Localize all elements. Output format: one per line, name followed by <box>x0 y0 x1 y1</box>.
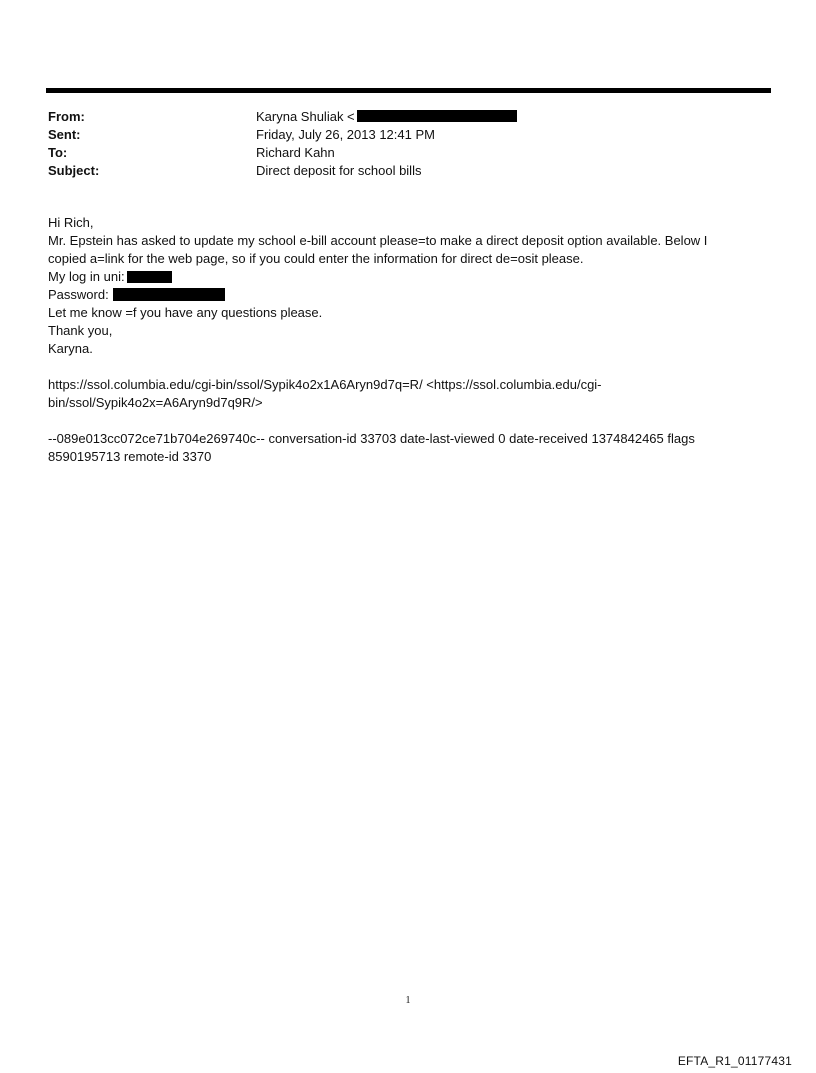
from-row <box>48 108 748 126</box>
redacted-email <box>357 110 517 122</box>
meta-line-1: --089e013cc072ce71b704e269740c-- conversation-id 33703 date-last-viewed 0 date-received 1374842465 flags <box>48 431 695 446</box>
from-name: Karyna Shuliak < <box>256 109 355 124</box>
thanks-line: Thank you, <box>48 323 113 338</box>
redacted-uni <box>127 271 172 283</box>
signature: Karyna. <box>48 341 93 356</box>
meta-line-2: 8590195713 remote-id 3370 <box>48 449 212 464</box>
sent-label: Sent: <box>48 127 81 142</box>
from-label: From: <box>48 109 85 124</box>
link-line-1: https://ssol.columbia.edu/cgi-bin/ssol/Sypik4o2x1A6Aryn9d7q=R/ <https://ssol.columbia.edu/cgi- <box>48 377 602 392</box>
sent-value: Friday, July 26, 2013 12:41 PM <box>256 127 435 142</box>
spacer <box>48 412 748 430</box>
to-label: To: <box>48 145 68 160</box>
body-line-2: copied a=link for the web page, so if you could enter the information for direct de=osit please. <box>48 251 584 266</box>
login-line <box>48 268 748 286</box>
subject-value: Direct deposit for school bills <box>256 163 422 178</box>
to-row <box>48 144 748 162</box>
login-label: My log in uni: <box>48 269 125 284</box>
page-number: 1 <box>405 995 411 1006</box>
sent-row <box>48 126 748 144</box>
redacted-password <box>113 288 225 301</box>
subject-label: Subject: <box>48 163 100 178</box>
greeting: Hi Rich, <box>48 215 94 230</box>
to-value: Richard Kahn <box>256 145 335 160</box>
spacer <box>48 358 748 376</box>
email-header <box>48 108 748 180</box>
password-label: Password: <box>48 287 109 302</box>
password-line <box>48 286 748 304</box>
subject-row <box>48 162 748 180</box>
email-body <box>48 214 748 466</box>
link-line-2: bin/ssol/Sypik4o2x=A6Aryn9d7q9R/> <box>48 395 263 410</box>
from-value <box>256 108 748 126</box>
questions-line: Let me know =f you have any questions please. <box>48 305 323 320</box>
body-line-1: Mr. Epstein has asked to update my school e-bill account please=to make a direct deposit option available. Below I <box>48 233 708 248</box>
header-divider <box>46 88 771 93</box>
document-id: EFTA_R1_01177431 <box>677 1054 792 1068</box>
